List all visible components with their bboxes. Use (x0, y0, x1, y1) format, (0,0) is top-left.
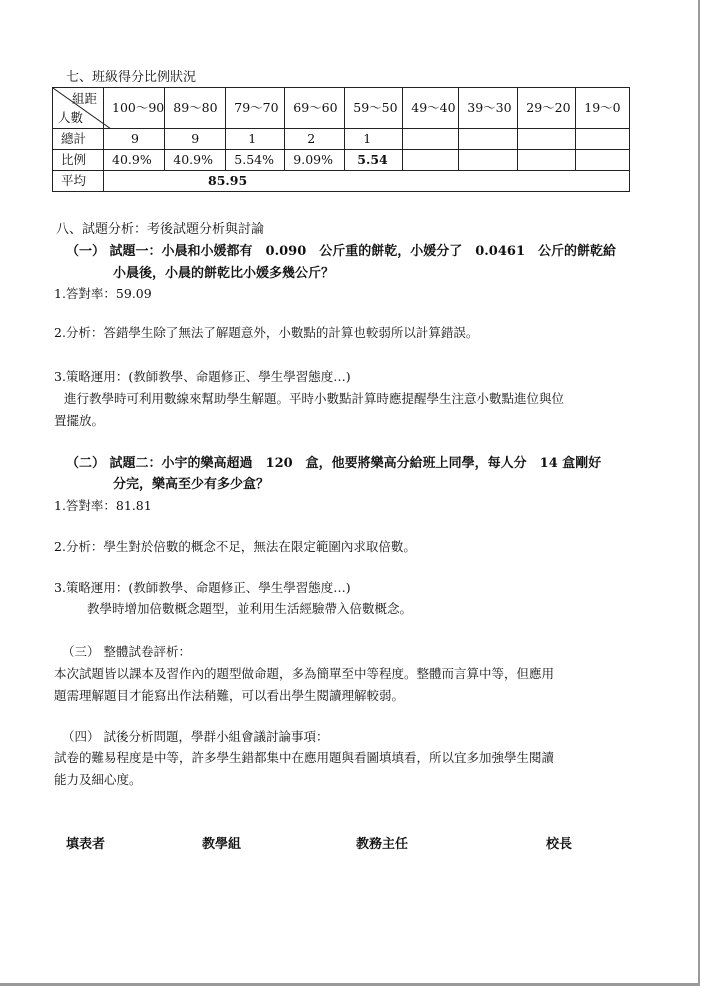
question2-analysis: 2.分析：學生對於倍數的概念不足，無法在限定範圍內求取倍數。 (54, 539, 416, 554)
section7-title: 七、班級得分比例狀況 (66, 70, 197, 85)
range-header: 59～50 (345, 88, 403, 129)
question2-line1: （二） 試題二：小宇的樂高超過 120 盒，他要將樂高分給班上同學，每人分 14 盒剛好 (66, 456, 602, 471)
corner-top-label: 組距 (71, 91, 97, 106)
question1-line1: （一） 試題一：小晨和小媛都有 0.090 公斤重的餅乾，小媛分了 0.0461 公斤的餅乾給 (66, 244, 616, 259)
range-header: 19～0 (576, 88, 630, 129)
signature-teaching-section: 教學組 (202, 837, 242, 852)
range-header: 79～70 (226, 88, 285, 129)
range-header: 29～20 (518, 88, 576, 129)
table-cell: 1 (226, 129, 285, 150)
evaluation-line2: 題需理解題目才能寫出作法稍難，可以看出學生閱讀理解較弱。 (54, 688, 405, 703)
table-cell: 40.9% (165, 150, 226, 171)
evaluation-title: （三） 整體試卷評析： (62, 644, 191, 659)
table-cell: 9 (165, 129, 226, 150)
question2-strategy-line1: 教學時增加倍數概念題型，並利用生活經驗帶入倍數概念。 (87, 601, 413, 616)
corner-bottom-label: 人數 (58, 110, 84, 125)
question2-line2: 分完，樂高至少有多少盒？ (113, 477, 270, 492)
table-cell (459, 129, 518, 150)
question1-line2: 小晨後，小晨的餅乾比小媛多幾公斤？ (113, 266, 335, 281)
question1-analysis: 2.分析：答錯學生除了無法了解題意外，小數點的計算也較弱所以計算錯誤。 (54, 325, 479, 340)
range-header: 69～60 (285, 88, 345, 129)
row-label: 總計 (53, 129, 104, 150)
table-cell (518, 150, 576, 171)
question1-strategy-line1: 進行教學時可利用數線來幫助學生解題。平時小數點計算時應提醒學生注意小數點進位與位 (64, 391, 565, 406)
discussion-line1: 試卷的難易程度是中等，許多學生錯都集中在應用題與看圖填填看，所以宜多加強學生閱讀 (54, 750, 555, 765)
table-row (53, 150, 630, 171)
range-header: 49～40 (403, 88, 459, 129)
question1-strategy-title: 3.策略運用：(教師教學、命題修正、學生學習態度…) (54, 369, 351, 384)
signature-academic-director: 教務主任 (356, 837, 409, 852)
table-cell: 9 (104, 129, 165, 150)
row-label: 比例 (53, 150, 104, 171)
table-cell (518, 129, 576, 150)
discussion-title: （四） 試後分析問題，學群小組會議討論事項： (62, 729, 329, 744)
signature-preparer: 填表者 (66, 837, 106, 852)
table-cell (459, 150, 518, 171)
table-cell: 5.54% (226, 150, 285, 171)
section8-title: 八、試題分析：考後試題分析與討論 (56, 222, 265, 237)
table-cell: 9.09% (285, 150, 345, 171)
table-row (53, 129, 630, 150)
table-cell (576, 150, 630, 171)
table-row (53, 171, 630, 192)
range-header: 100～90 (104, 88, 165, 129)
table-cell: 5.54 (345, 150, 403, 171)
score-distribution-table (52, 87, 630, 192)
range-header: 39～30 (459, 88, 518, 129)
table-cell (403, 129, 459, 150)
table-cell (576, 129, 630, 150)
row-label: 平均 (53, 171, 104, 192)
question1-rate: 1.答對率：59.09 (54, 286, 152, 301)
table-cell (403, 150, 459, 171)
average-value: 85.95 (104, 171, 630, 192)
evaluation-line1: 本次試題皆以課本及習作內的題型做命題，多為簡單至中等程度。整體而言算中等，但應用 (54, 666, 555, 681)
corner-header-cell (53, 88, 104, 129)
table-cell: 2 (285, 129, 345, 150)
range-header: 89～80 (165, 88, 226, 129)
table-cell: 1 (345, 129, 403, 150)
question1-strategy-line2: 置擺放。 (54, 413, 105, 428)
question2-rate: 1.答對率：81.81 (54, 498, 152, 513)
signature-principal: 校長 (546, 837, 573, 852)
table-cell: 40.9% (104, 150, 165, 171)
question2-strategy-title: 3.策略運用：(教師教學、命題修正、學生學習態度…) (54, 580, 351, 595)
discussion-line2: 能力及細心度。 (54, 772, 142, 787)
